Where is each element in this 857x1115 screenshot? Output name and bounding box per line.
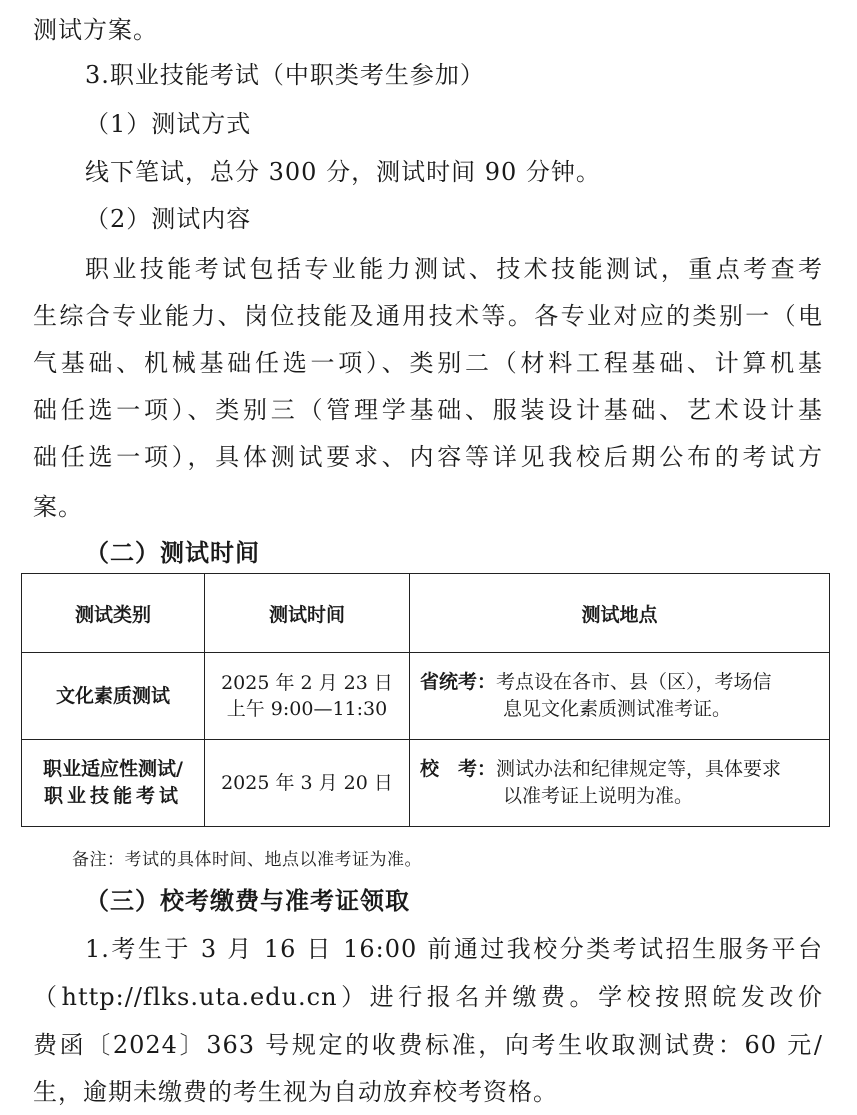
paragraph-line: 础任选一项），具体测试要求、内容等详见我校后期公布的考试方: [33, 443, 823, 471]
table-cell-place: [410, 653, 830, 740]
table-header-cell: 测试时间: [205, 574, 410, 653]
section-title: （二）测试时间: [85, 539, 260, 567]
paragraph-line: （http://flks.uta.edu.cn）进行报名并缴费。学校按照皖发改价: [33, 983, 823, 1011]
paragraph-line: 费函〔2024〕363 号规定的收费标准，向考生收取测试费：60 元/: [33, 1031, 823, 1059]
paragraph-line: 气基础、机械基础任选一项）、类别二（材料工程基础、计算机基: [33, 349, 823, 377]
place-text: 息见文化素质测试准考证。: [503, 698, 732, 720]
subsection-heading: （2）测试内容: [85, 205, 252, 233]
table-cell-category: [22, 740, 205, 827]
category-line: 职业适应性测试/: [43, 758, 183, 780]
table-cell-place: [410, 740, 830, 827]
schedule-table: [21, 573, 830, 827]
category-line: 职业技能考试: [43, 785, 182, 807]
section-heading: 3.职业技能考试（中职类考生参加）: [85, 61, 485, 89]
table-cell-time: 2025 年 3 月 20 日: [205, 740, 410, 827]
place-label: 省统考：: [420, 671, 497, 693]
paragraph-line: 线下笔试，总分 300 分，测试时间 90 分钟。: [85, 158, 601, 186]
table-note: 备注：考试的具体时间、地点以准考证为准。: [72, 850, 422, 870]
time-line: 2025 年 2 月 23 日: [221, 672, 393, 694]
table-cell-category: 文化素质测试: [22, 653, 205, 740]
table-header-cell: 测试类别: [22, 574, 205, 653]
paragraph-line: 生综合专业能力、岗位技能及通用技术等。各专业对应的类别一（电: [33, 302, 823, 330]
subsection-heading: （1）测试方式: [85, 110, 252, 138]
paragraph-line: 职业技能考试包括专业能力测试、技术技能测试，重点考查考: [85, 255, 823, 283]
table-header-row: [22, 574, 830, 653]
table-row: [22, 740, 830, 827]
place-label: 校 考：: [420, 758, 497, 780]
paragraph-line: 测试方案。: [33, 16, 158, 44]
time-line: 上午 9:00—11:30: [226, 698, 388, 720]
table-cell-time: [205, 653, 410, 740]
table-header-cell: 测试地点: [410, 574, 830, 653]
place-text: 以准考证上说明为准。: [503, 785, 694, 807]
section-title: （三）校考缴费与准考证领取: [85, 887, 410, 915]
table-row: [22, 653, 830, 740]
paragraph-line: 案。: [33, 493, 83, 521]
place-text: 测试办法和纪律规定等，具体要求: [496, 758, 782, 780]
place-text: 考点设在各市、县（区），考场信: [496, 671, 772, 693]
paragraph-line: 1.考生于 3 月 16 日 16:00 前通过我校分类考试招生服务平台: [85, 935, 823, 963]
paragraph-line: 础任选一项）、类别三（管理学基础、服装设计基础、艺术设计基: [33, 396, 823, 424]
paragraph-line: 生，逾期未缴费的考生视为自动放弃校考资格。: [33, 1078, 558, 1106]
